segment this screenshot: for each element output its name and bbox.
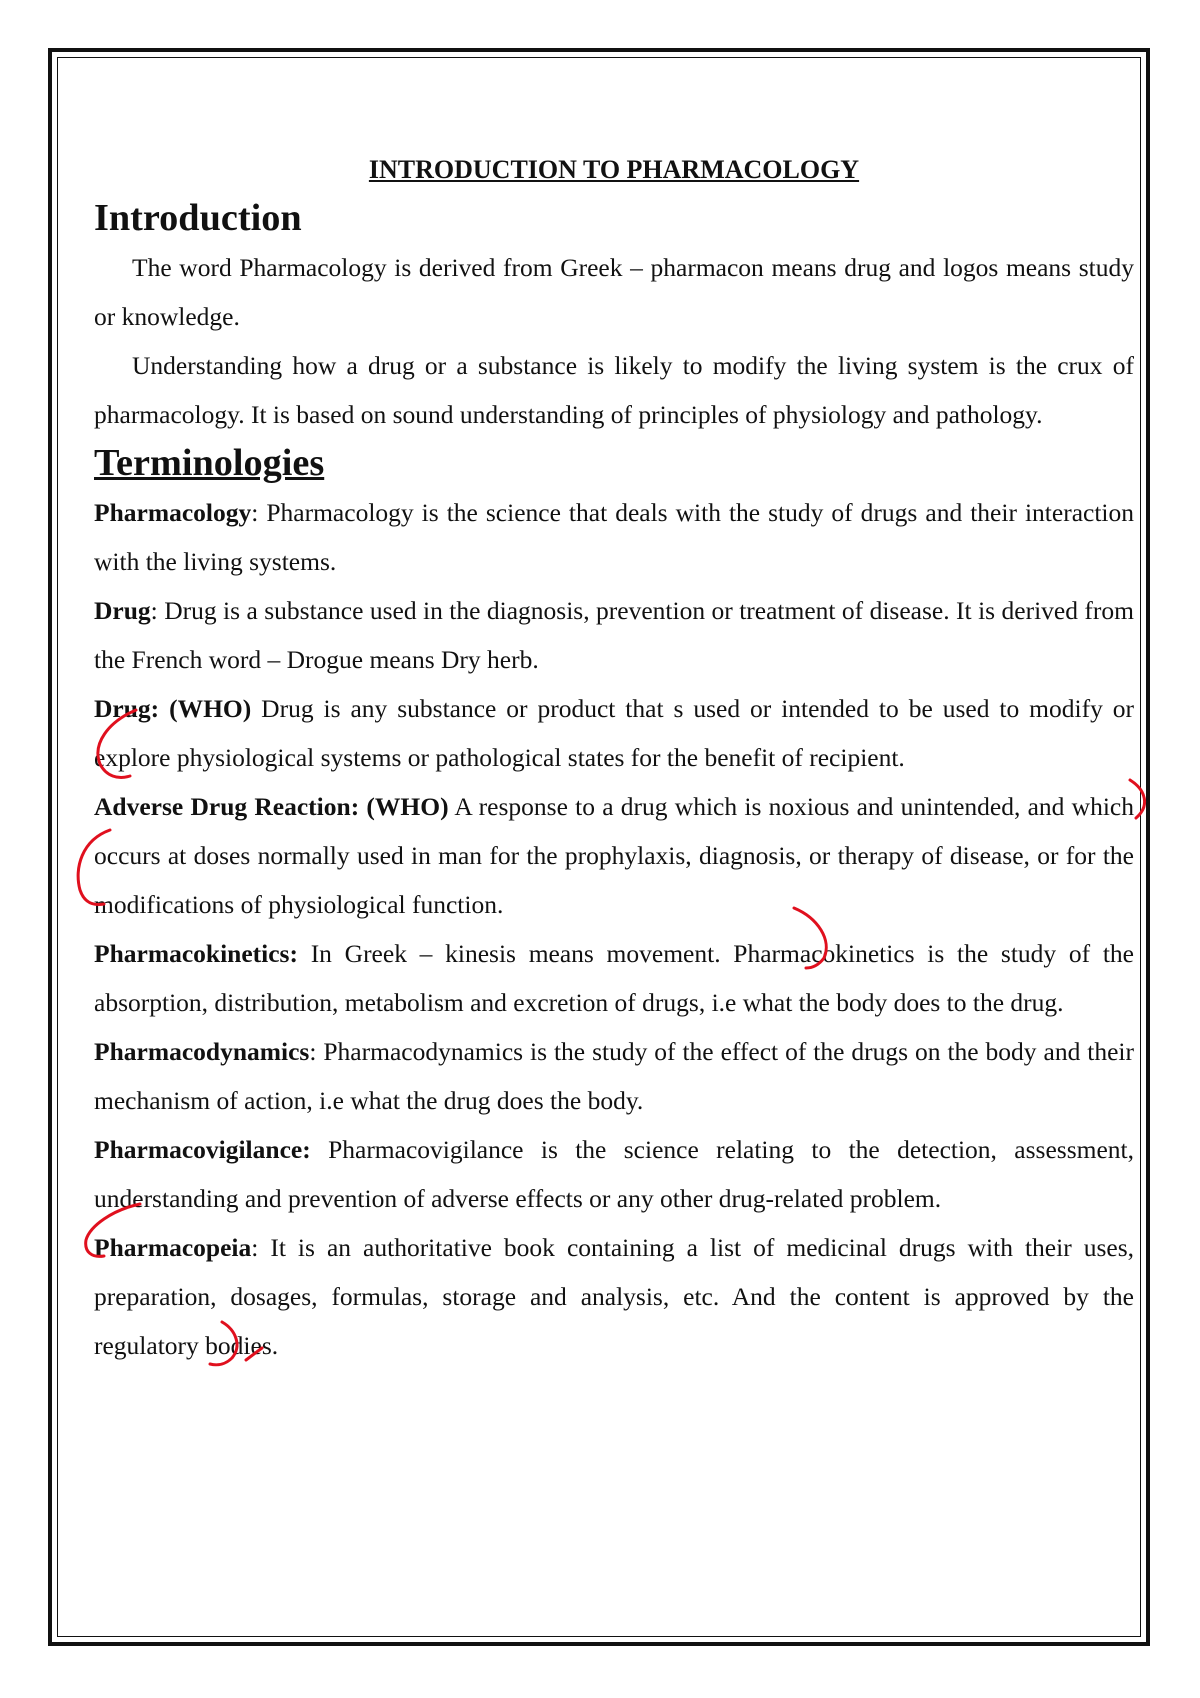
term-pharmacovigilance (94, 1125, 1134, 1223)
introduction-paragraph: The word Pharmacology is derived from Greek – pharmacon means drug and logos means study or knowledge. (94, 253, 1134, 331)
term-drug-who (94, 684, 1134, 782)
term-definition: In Greek – kinesis means movement. Pharmacokinetics is the study of the absorption, distribution, metabolism and excretion of drugs, i.e what the body does to the drug. (94, 939, 1134, 1017)
term-label: Pharmacokinetics: (94, 939, 298, 968)
term-drug (94, 586, 1134, 684)
term-separator: : (150, 596, 158, 625)
term-pharmacodynamics (94, 1027, 1134, 1125)
document-body (94, 146, 1134, 1370)
term-label: Adverse Drug Reaction: (WHO) (94, 792, 449, 821)
term-label: Pharmacology (94, 498, 252, 527)
term-label: Pharmacodynamics (94, 1037, 310, 1066)
term-definition: It is an authoritative book containing a list of medicinal drugs with their uses, preparation, dosages, formulas, storage and analysis, etc. And the content is approved by the regulatory bodies. (94, 1233, 1134, 1360)
introduction-heading: Introduction (94, 197, 302, 239)
term-label: Pharmacopeia (94, 1233, 252, 1262)
term-separator: : (251, 498, 259, 527)
term-definition: Drug is a substance used in the diagnosis, prevention or treatment of disease. It is derived from the French word – Drogue means Dry herb. (94, 596, 1134, 674)
terminologies-heading: Terminologies (94, 442, 325, 484)
term-label: Drug (94, 596, 151, 625)
term-definition: A response to a drug which is noxious and unintended, and which occurs at doses normally used in man for the prophylaxis, diagnosis, or therapy of disease, or for the modifications of physiological function. (94, 792, 1134, 919)
term-label: Drug: (WHO) (94, 694, 252, 723)
term-pharmacopeia (94, 1223, 1134, 1370)
term-label: Pharmacovigilance: (94, 1135, 311, 1164)
term-definition: Pharmacology is the science that deals with the study of drugs and their interaction with the living systems. (94, 498, 1134, 576)
term-pharmacology (94, 488, 1134, 586)
term-definition: Drug is any substance or product that s used or intended to be used to modify or explore physiological systems or pathological states for the benefit of recipient. (94, 694, 1134, 772)
introduction-paragraph: Understanding how a drug or a substance is likely to modify the living system is the crux of pharmacology. It is based on sound understanding of principles of physiology and pathology. (94, 351, 1134, 429)
term-pharmacokinetics (94, 929, 1134, 1027)
term-definition: Pharmacovigilance is the science relating to the detection, assessment, understanding and prevention of adverse effects or any other drug-related problem. (94, 1135, 1134, 1213)
term-adverse-drug-reaction (94, 782, 1134, 929)
term-definition: Pharmacodynamics is the study of the effect of the drugs on the body and their mechanism of action, i.e what the drug does the body. (94, 1037, 1134, 1115)
term-separator: : (309, 1037, 317, 1066)
term-separator: : (251, 1233, 259, 1262)
document-title: INTRODUCTION TO PHARMACOLOGY (368, 155, 860, 184)
